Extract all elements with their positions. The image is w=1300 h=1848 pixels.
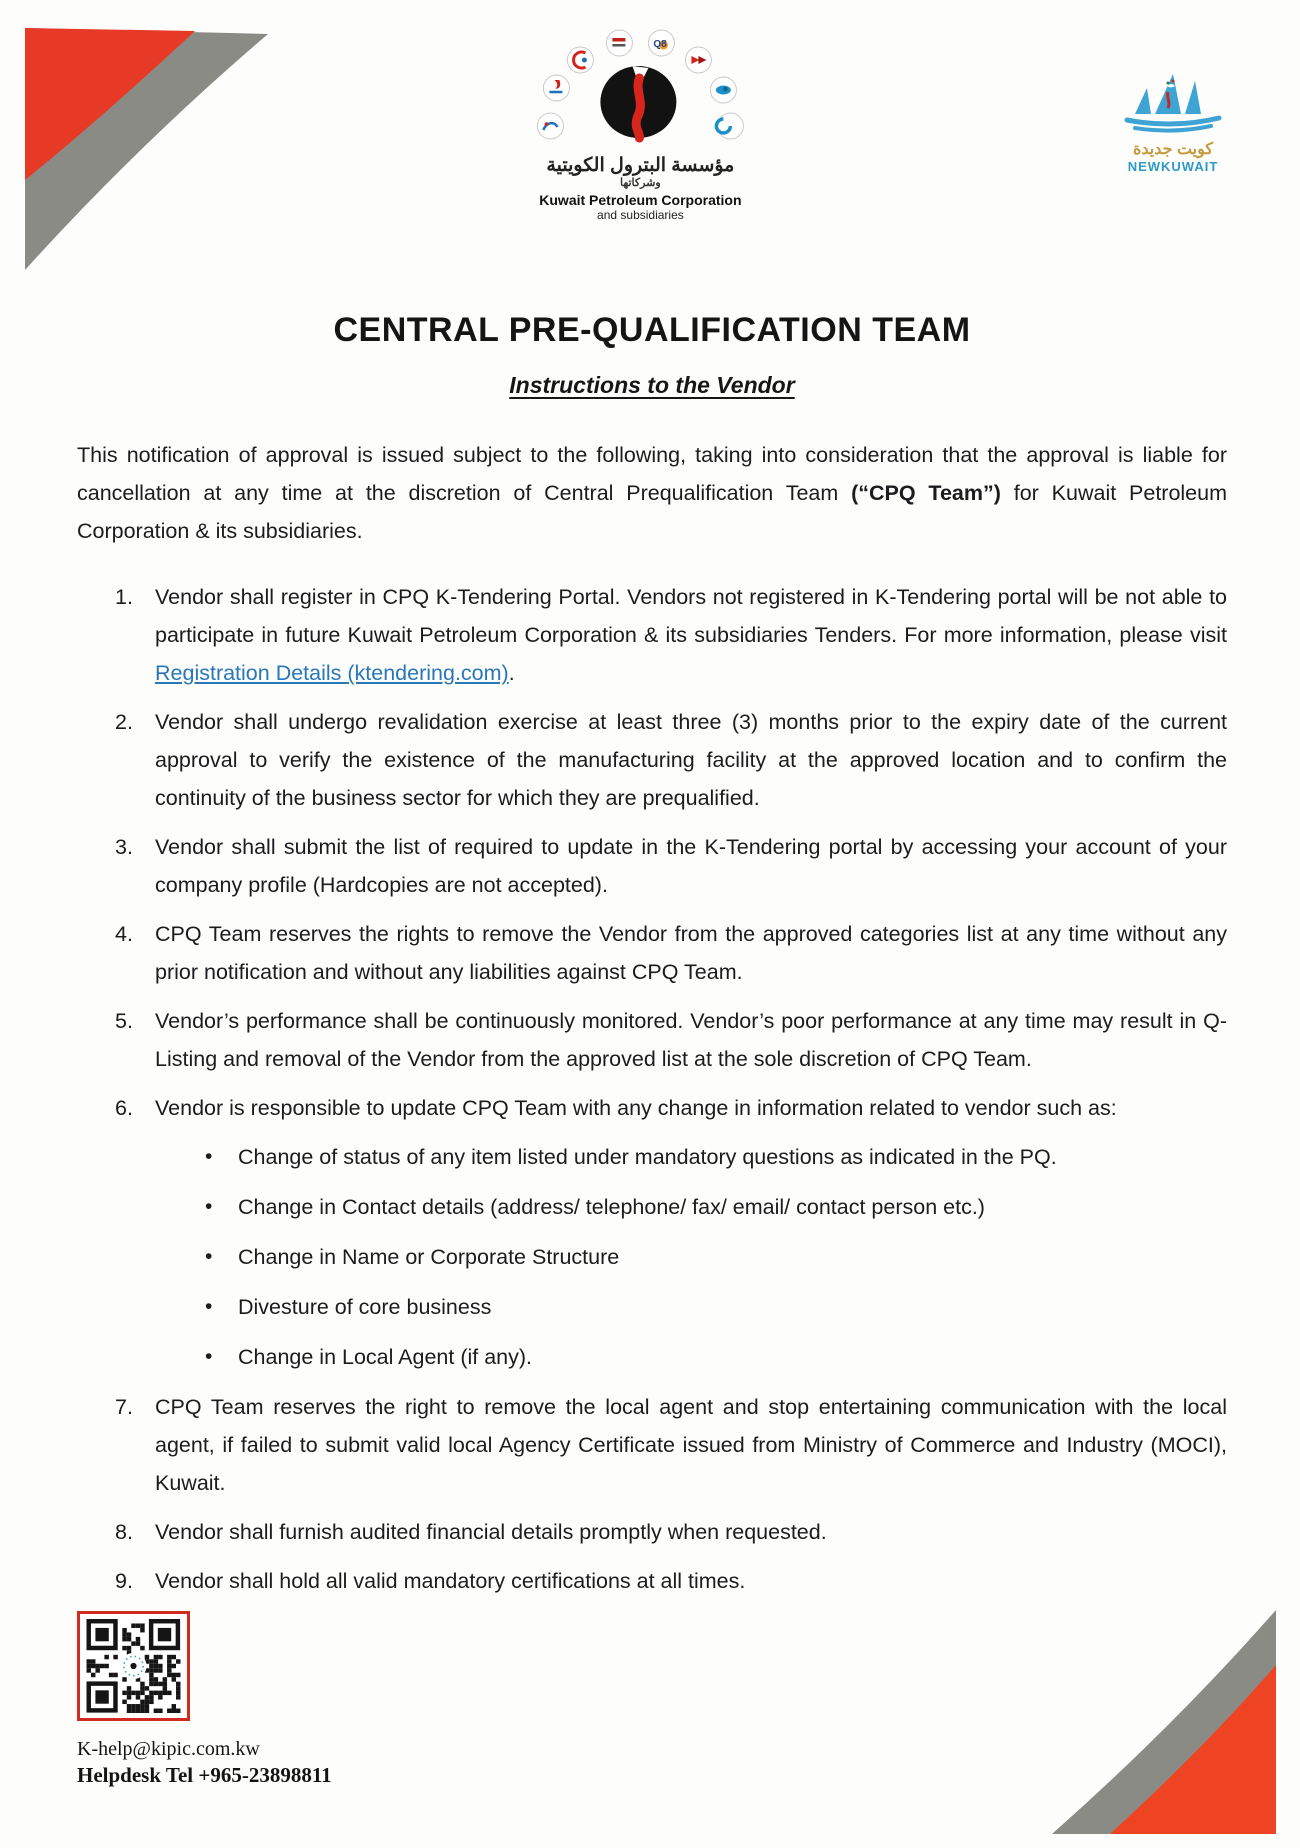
list-item-8 <box>115 1513 1227 1551</box>
page-subtitle: Instructions to the Vendor <box>509 372 795 398</box>
registration-details-link[interactable]: Registration Details (ktendering.com) <box>155 661 509 685</box>
list-item-number: 7. <box>115 1395 133 1419</box>
intro-bold-text: (“CPQ Team”) <box>851 481 1001 505</box>
list-item-7 <box>115 1388 1227 1502</box>
bullet-dot: • <box>205 1295 213 1318</box>
list-item-text: CPQ Team reserves the rights to remove the Vendor from the approved categories list at any time without any prior notification and without any liabilities against CPQ Team. <box>155 922 1227 984</box>
footer-contact-block <box>77 1737 1227 1789</box>
list-item-number: 9. <box>115 1569 133 1593</box>
bullet-dot: • <box>205 1245 213 1268</box>
bullet-text: Change of status of any item listed under mandatory questions as indicated in the PQ. <box>238 1145 1057 1169</box>
item1-text: Vendor shall register in CPQ K-Tendering Portal. Vendors not registered in K-Tendering portal will be not able to participate in future Kuwait Petroleum Corporation & its subsidiaries Tenders. For more information, please visit <box>155 585 1227 647</box>
list-item-1 <box>115 578 1227 692</box>
list-item-3 <box>115 828 1227 904</box>
list-item-2 <box>115 703 1227 817</box>
kpc-logo <box>520 22 760 222</box>
list-item-text: Vendor is responsible to update CPQ Team with any change in information related to vendor such as: <box>155 1096 1117 1120</box>
newkuwait-english-label: NEWKUWAIT <box>1127 159 1219 174</box>
list-item-text: Vendor shall hold all valid mandatory certifications at all times. <box>155 1569 746 1593</box>
document-header <box>0 0 1300 230</box>
list-item-4 <box>115 915 1227 991</box>
kpc-logo-icon <box>530 22 750 150</box>
bullet-text: Change in Contact details (address/ telephone/ fax/ email/ contact person etc.) <box>238 1195 985 1219</box>
bullet-item-3 <box>205 1238 1227 1276</box>
bullet-item-2 <box>205 1188 1227 1226</box>
intro-text: This notification of approval is issued subject to the following, taking into consideration that the approval is liable for cancellation at any time at the discretion of Central Prequalification Team <box>77 443 1227 505</box>
list-item-text <box>155 578 1227 692</box>
intro-paragraph <box>77 436 1227 550</box>
bullet-dot: • <box>205 1145 213 1168</box>
kpc-english-subsidiaries: and subsidiaries <box>597 208 684 222</box>
helpdesk-email: K-help@kipic.com.kw <box>77 1738 260 1760</box>
bullet-item-4 <box>205 1288 1227 1326</box>
list-item-number: 6. <box>115 1096 133 1120</box>
document-body <box>0 310 1300 1789</box>
list-item-number: 2. <box>115 710 133 734</box>
list-item-text: Vendor’s performance shall be continuously monitored. Vendor’s poor performance at any time may result in Q-Listing and removal of the Vendor from the approved list at the sole discretion of CPQ Team. <box>155 1009 1227 1071</box>
bullet-item-5 <box>205 1338 1227 1376</box>
list-item-text: Vendor shall furnish audited financial details promptly when requested. <box>155 1520 827 1544</box>
bullet-text: Change in Local Agent (if any). <box>238 1345 533 1369</box>
item1-text-after: . <box>508 661 515 685</box>
list-item-number: 3. <box>115 835 133 859</box>
instructions-list <box>77 578 1227 1600</box>
list-item-number: 8. <box>115 1520 133 1544</box>
kpc-arabic-name: مؤسسة البترول الكويتية <box>546 155 735 176</box>
qr-code-icon <box>85 1619 182 1713</box>
list-item-5 <box>115 1002 1227 1078</box>
intro-text-after: for Kuwait Petroleum Corporation & its subsidiaries. <box>77 481 1228 543</box>
bullet-item-1 <box>205 1138 1227 1176</box>
newkuwait-dhow-icon <box>1123 68 1223 134</box>
bullet-text: Divesture of core business <box>238 1295 492 1319</box>
page-title: CENTRAL PRE-QUALIFICATION TEAM <box>333 311 971 349</box>
list-item-9 <box>115 1562 1227 1600</box>
item6-sub-bullets <box>205 1138 1227 1376</box>
newkuwait-logo <box>1118 68 1228 174</box>
newkuwait-arabic-label: كويت جديدة <box>1132 141 1213 158</box>
list-item-text: Vendor shall submit the list of required to update in the K-Tendering portal by accessing your account of your company profile (Hardcopies are not accepted). <box>155 835 1227 897</box>
list-item-number: 5. <box>115 1009 133 1033</box>
helpdesk-qr-code <box>77 1611 190 1721</box>
list-item-6 <box>115 1089 1227 1127</box>
helpdesk-phone: Helpdesk Tel +965-23898811 <box>77 1763 332 1787</box>
list-item-number: 4. <box>115 922 133 946</box>
bullet-dot: • <box>205 1345 213 1368</box>
svg-text:Q8: Q8 <box>653 39 667 50</box>
list-item-text: CPQ Team reserves the right to remove the local agent and stop entertaining communication with the local agent, if failed to submit valid local Agency Certificate issued from Ministry of Commerce and Industry (MOCI), Kuwait. <box>155 1395 1227 1495</box>
bullet-dot: • <box>205 1195 213 1218</box>
bullet-text: Change in Name or Corporate Structure <box>238 1245 620 1269</box>
kpc-english-name: Kuwait Petroleum Corporation <box>539 192 742 208</box>
list-item-number: 1. <box>115 585 133 609</box>
list-item-text: Vendor shall undergo revalidation exercise at least three (3) months prior to the expiry date of the current approval to verify the existence of the manufacturing facility at the approved location and to confirm the continuity of the business sector for which they are prequalified. <box>155 710 1227 810</box>
kpc-arabic-subsidiaries: وشركاتها <box>620 177 661 189</box>
